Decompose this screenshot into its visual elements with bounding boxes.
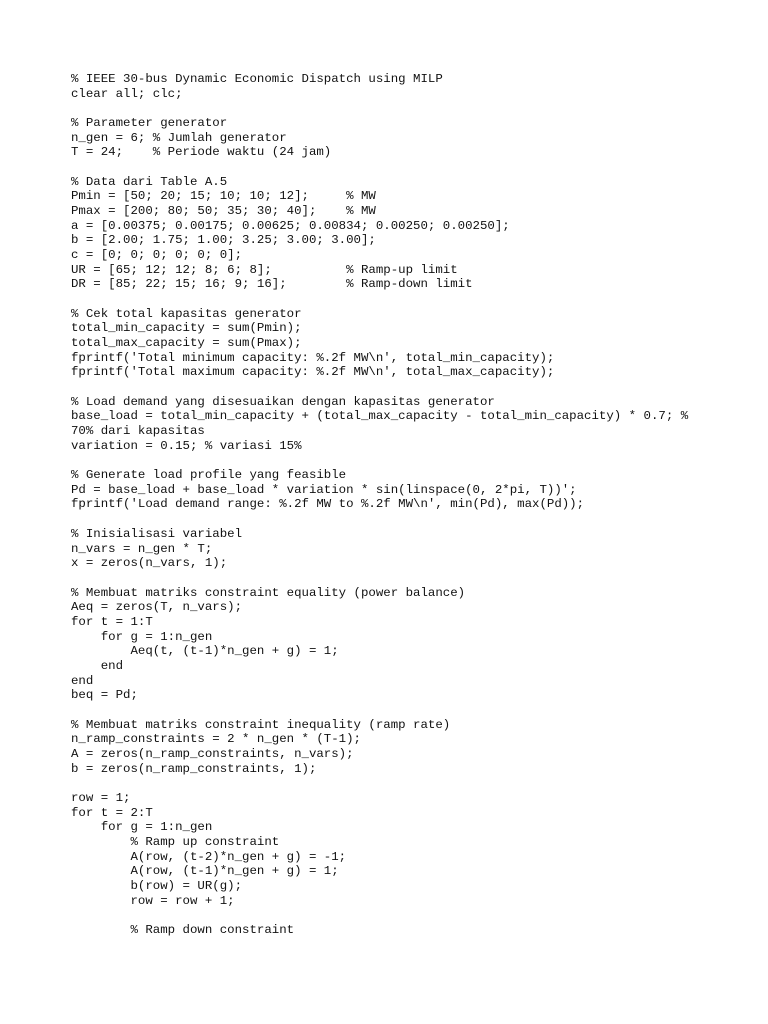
code-line: b = zeros(n_ramp_constraints, 1); <box>71 761 317 776</box>
code-line: x = zeros(n_vars, 1); <box>71 556 228 571</box>
code-line: base_load = total_min_capacity + (total_max_capacity - total_min_capacity) * 0.7; % <box>71 409 689 424</box>
code-line <box>71 292 688 307</box>
code-line: UR = [65; 12; 12; 8; 6; 8]; % Ramp-up limit <box>71 262 458 277</box>
code-line: Aeq(t, (t-1)*n_gen + g) = 1; <box>71 644 339 659</box>
code-line: % Membuat matriks constraint equality (power balance) <box>71 585 466 600</box>
code-line: clear all; clc; <box>71 86 183 101</box>
code-line: variation = 0.15; % variasi 15% <box>71 438 302 453</box>
code-line: % Load demand yang disesuaikan dengan kapasitas generator <box>71 394 495 409</box>
code-line: for t = 1:T <box>71 614 153 629</box>
code-line: fprintf('Total minimum capacity: %.2f MW\n', total_min_capacity); <box>71 350 555 365</box>
code-line: end <box>71 673 94 688</box>
code-line <box>71 571 688 586</box>
code-line: Pmax = [200; 80; 50; 35; 30; 40]; % MW <box>71 204 376 219</box>
code-line: n_vars = n_gen * T; <box>71 541 213 556</box>
code-line: for g = 1:n_gen <box>71 820 213 835</box>
code-line: % Ramp up constraint <box>71 834 280 849</box>
code-line: % Membuat matriks constraint inequality (ramp rate) <box>71 717 451 732</box>
code-line: % Cek total kapasitas generator <box>71 306 302 321</box>
code-line: a = [0.00375; 0.00175; 0.00625; 0.00834; 0.00250; 0.00250]; <box>71 218 510 233</box>
code-line: A(row, (t-1)*n_gen + g) = 1; <box>71 864 339 879</box>
code-line: b = [2.00; 1.75; 1.00; 3.25; 3.00; 3.00]; <box>71 233 376 248</box>
code-line <box>71 453 688 468</box>
code-line: fprintf('Total maximum capacity: %.2f MW\n', total_max_capacity); <box>71 365 555 380</box>
code-line: row = 1; <box>71 790 131 805</box>
code-line: total_min_capacity = sum(Pmin); <box>71 321 302 336</box>
code-line: n_ramp_constraints = 2 * n_gen * (T-1); <box>71 732 361 747</box>
code-line: % Ramp down constraint <box>71 922 295 937</box>
code-line: A(row, (t-2)*n_gen + g) = -1; <box>71 849 347 864</box>
code-line: A = zeros(n_ramp_constraints, n_vars); <box>71 746 354 761</box>
code-line: T = 24; % Periode waktu (24 jam) <box>71 145 332 160</box>
code-line: Aeq = zeros(T, n_vars); <box>71 600 243 615</box>
code-line <box>71 101 688 116</box>
code-line: for t = 2:T <box>71 805 153 820</box>
code-line: for g = 1:n_gen <box>71 629 213 644</box>
code-line: 70% dari kapasitas <box>71 424 205 439</box>
code-line: c = [0; 0; 0; 0; 0; 0]; <box>71 248 243 263</box>
code-line: % Inisialisasi variabel <box>71 526 243 541</box>
code-line: % Parameter generator <box>71 116 228 131</box>
matlab-code-listing <box>71 72 688 938</box>
code-line: DR = [85; 22; 15; 16; 9; 16]; % Ramp-down limit <box>71 277 473 292</box>
code-line <box>71 380 688 395</box>
code-line: Pmin = [50; 20; 15; 10; 10; 12]; % MW <box>71 189 376 204</box>
code-line: b(row) = UR(g); <box>71 878 243 893</box>
code-line: end <box>71 658 124 673</box>
code-line <box>71 512 688 527</box>
code-line: row = row + 1; <box>71 893 235 908</box>
code-line: beq = Pd; <box>71 688 138 703</box>
code-line <box>71 776 688 791</box>
code-line: total_max_capacity = sum(Pmax); <box>71 336 302 351</box>
code-line <box>71 908 688 923</box>
code-line: n_gen = 6; % Jumlah generator <box>71 130 287 145</box>
code-line <box>71 160 688 175</box>
code-line: % Data dari Table A.5 <box>71 174 228 189</box>
code-line: fprintf('Load demand range: %.2f MW to %.2f MW\n', min(Pd), max(Pd)); <box>71 497 585 512</box>
code-line: % Generate load profile yang feasible <box>71 468 347 483</box>
code-line: % IEEE 30-bus Dynamic Economic Dispatch using MILP <box>71 72 443 86</box>
code-line: Pd = base_load + base_load * variation * sin(linspace(0, 2*pi, T))'; <box>71 482 577 497</box>
code-line <box>71 703 688 718</box>
